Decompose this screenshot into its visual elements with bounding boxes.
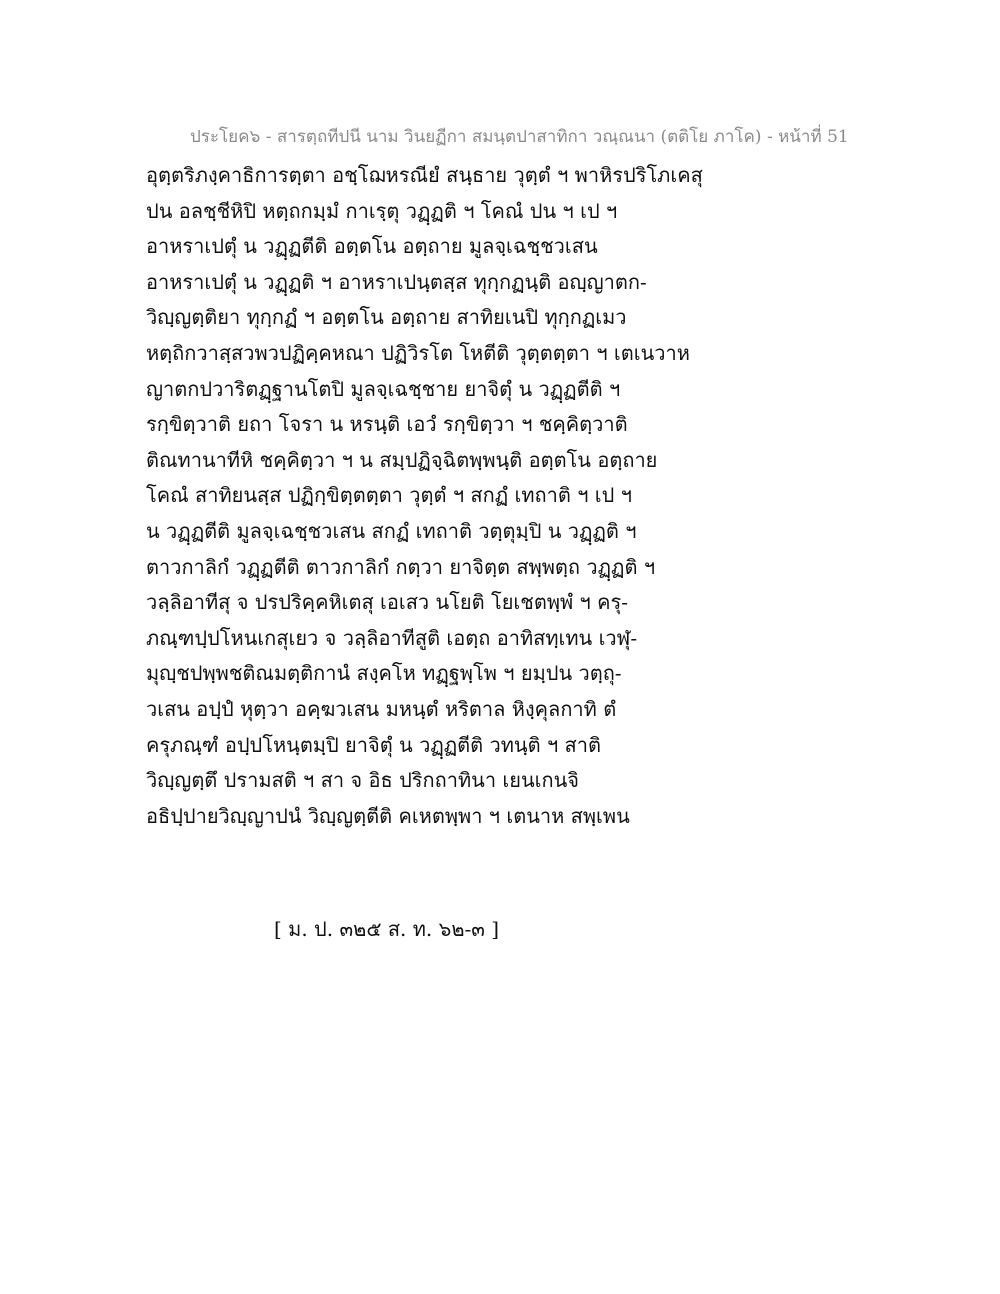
text-line: วิญฺญตฺตึ ปรามสติ ฯ สา จ อิธ ปริกถาทินา เยนเกนจิ xyxy=(146,768,579,793)
text-line: โคณํ สาทิยนสฺส ปฏิกฺขิตฺตตฺตา วุตฺตํ ฯ สกฏํ เทถาติ ฯ เป ฯ xyxy=(146,483,632,508)
text-line: ปน อลชฺชีหิปิ หตฺถกมฺมํ กาเรฺตุ วฏฺฏติ ฯ โคณํ ปน ฯ เป ฯ xyxy=(146,198,618,223)
text-line: ติณทานาทีหิ ชคฺคิตฺวา ฯ น สมฺปฏิจฺฉิตพฺพนฺติ อตฺตโน อตฺถาย xyxy=(146,447,658,472)
text-line: อาหราเปตุํ น วฏฺฏติ ฯ อาหราเปนฺตสฺส ทุกฺกฏนฺติ อญฺญาตก- xyxy=(146,269,647,294)
text-line: มุญฺชปพฺพชติณมตฺติกานํ สงฺคโห ทฏฺฐพฺโพ ฯ ยมฺปน วตฺถุ- xyxy=(146,661,622,686)
text-line: อธิปฺปายวิญฺญาปนํ วิญฺญตฺตีติ คเหตพฺพา ฯ เตนาห สพฺเพน xyxy=(146,803,630,828)
text-line: รกฺขิตฺวาติ ยถา โจรา น หรนฺติ เอวํ รกฺขิตฺวา ฯ ชคฺคิตฺวาติ xyxy=(146,412,628,437)
text-line: ญาตกปวาริตฏฺฐานโตปิ มูลจฺเฉชฺชาย ยาจิตุํ น วฏฺฏตีติ ฯ xyxy=(146,376,621,401)
text-line: หตฺถิกวาสฺสวพวปฏิคฺคหณา ปฏิวิรโต โหตีติ วุตฺตตฺตา ฯ เตเนวาห xyxy=(146,340,690,365)
text-line: อาหราเปตุํ น วฏฺฏตีติ อตฺตโน อตฺถาย มูลจฺเฉชฺชวเสน xyxy=(146,234,598,259)
text-line: น วฏฺฏตีติ มูลจฺเฉชฺชวเสน สกฏํ เทถาติ วตฺตุมฺปิ น วฏฺฏติ ฯ xyxy=(146,518,637,543)
body-text xyxy=(146,158,866,834)
text-line: อุตฺตริภงฺคาธิการตฺตา อชฺโฌหรณียํ สนฺธาย วุตฺตํ ฯ พาหิรปริโภเคสุ xyxy=(146,163,703,187)
text-line: ครุภณฺฑํ อปฺปโหนฺตมฺปิ ยาจิตุํ น วฏฺฏตีติ วทนฺติ ฯ สาติ xyxy=(146,732,601,757)
text-line: วลฺลิอาทีสุ จ ปรปริคฺคหิเตสุ เอเสว นโยติ โยเชตพฺพํ ฯ ครุ- xyxy=(146,590,629,615)
reference-citation: [ ม. ป. ๓๒๕ ส. ท. ๖๒-๓ ] xyxy=(274,917,500,941)
running-header: ประโยค๖ - สารตฺถทีปนี นาม วินยฏีกา สมนฺตปาสาทิกา วณฺณนา (ตติโย ภาโค) - หน้าที่ 51 xyxy=(190,127,849,147)
text-line: วเสน อปฺปํ หุตฺวา อคฺฆวเสน มหนฺตํ หริตาล หิงฺคุลกาทิ ตํ xyxy=(146,696,617,721)
text-line: วิญฺญตฺติยา ทุกฺกฏํ ฯ อตฺตโน อตฺถาย สาทิยเนปิ ทุกฺกฏเมว xyxy=(146,305,627,330)
text-line: ตาวกาลิกํ วฏฺฏตีติ ตาวกาลิกํ กตฺวา ยาจิตฺต สพฺพตฺถ วฏฺฏติ ฯ xyxy=(146,554,656,579)
text-line: ภณฺฑปฺปโหนเกสุเยว จ วลฺลิอาทีสูติ เอตฺถ อาทิสทฺเทน เวฬุ- xyxy=(146,625,638,650)
